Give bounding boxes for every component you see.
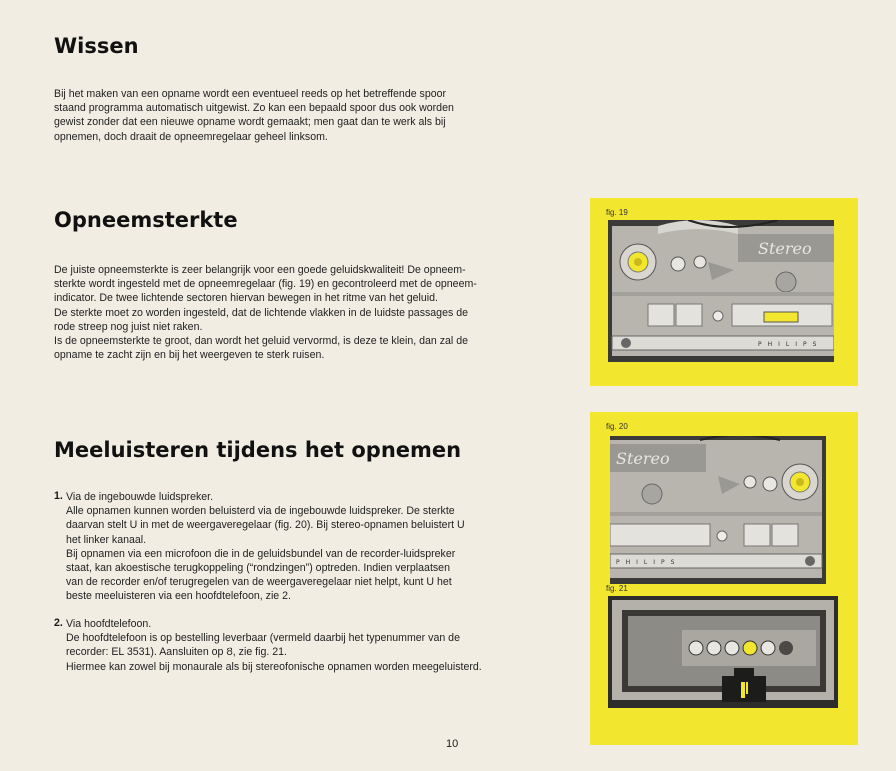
text-line: indicator. De twee lichtende sectoren hiervan bewegen in het ritme van het geluid.: [54, 292, 438, 305]
text-line: Via hoofdtelefoon.: [66, 618, 152, 630]
paragraph-wissen: [54, 87, 552, 144]
text-line: staat, kan akoestische terugkoppeling (“rondzingen”) optreden. Indien verplaatsen: [66, 562, 450, 575]
brand-label: PHILIPS: [758, 341, 823, 348]
list-number: 1.: [54, 490, 63, 502]
section-title-meeluisteren: Meeluisteren tijdens het opnemen: [54, 438, 462, 462]
section-title-opneemsterkte: Opneemsterkte: [54, 208, 238, 232]
text-line: daarvan stelt U in met de weergaveregelaar (fig. 20). Bij stereo-opnamen beluistert U: [66, 519, 465, 532]
figure-20-21-panel: [590, 412, 858, 745]
text-line: Bij opnamen via een microfoon die in de geluidsbundel van de recorder-luidspreker: [66, 547, 456, 560]
figure-19-panel: [590, 198, 858, 386]
text-line: sterkte wordt ingesteld met de opneemregelaar (fig. 19) en gecontroleerd met de opneem-: [54, 278, 477, 291]
paragraph-opneemsterkte: [54, 263, 552, 362]
page-number: 10: [446, 738, 459, 750]
text-line: recorder: EL 3531). Aansluiten op Ȣ, zie fig. 21.: [66, 646, 287, 659]
text-line: gewist zonder dat een nieuwe opname wordt gemaakt; men gaat dan te werk als bij: [54, 116, 446, 129]
figure-19-photo: [608, 220, 834, 362]
figure-19-label: fig. 19: [606, 208, 628, 217]
figure-20-photo: [610, 436, 826, 584]
brand-label: PHILIPS: [616, 559, 681, 566]
text-line: rode streep nog juist niet raken.: [54, 320, 203, 333]
text-line: De hoofdtelefoon is op bestelling leverbaar (vermeld daarbij het typenummer van de: [66, 632, 460, 645]
text-line: Bij het maken van een opname wordt een eventueel reeds op het betreffende spoor: [54, 88, 447, 100]
text-line: Alle opnamen kunnen worden beluisterd via de ingebouwde luidspreker. De sterkte: [66, 505, 455, 518]
stereo-logo: Stereo: [758, 239, 812, 258]
text-line: Hiermee kan zowel bij monaurale als bij stereofonische opnamen worden meegeluisterd.: [66, 660, 482, 673]
text-line: beste meeluisteren via een hoofdtelefoon, zie 2.: [66, 590, 291, 603]
text-line: het linker kanaal.: [66, 533, 147, 546]
text-line: De juiste opneemsterkte is zeer belangrijk voor een goede geluidskwaliteit! De opneem-: [54, 264, 466, 276]
text-line: staand programma automatisch uitgewist. Zo kan een bepaald spoor dus ook worden: [54, 102, 454, 115]
text-line: van de recorder en/of terugregelen van de weergaveregelaar niet helpt, kunt U het: [66, 576, 452, 589]
text-line: opnemen, doch draait de opneemregelaar geheel linksom.: [54, 130, 328, 143]
text-line: Via de ingebouwde luidspreker.: [66, 491, 214, 503]
list-item-1: [66, 490, 552, 604]
figure-21-label: fig. 21: [606, 584, 628, 593]
figure-20-label: fig. 20: [606, 422, 628, 431]
text-line: Is de opneemsterkte te groot, dan wordt het geluid vervormd, is deze te klein, dan zal de: [54, 335, 468, 348]
list-item-2: [66, 617, 552, 674]
figure-21-photo: [608, 596, 838, 708]
section-title-wissen: Wissen: [54, 34, 139, 58]
stereo-logo: Stereo: [616, 449, 670, 468]
list-number: 2.: [54, 617, 63, 629]
text-line: opname te zacht zijn en bij het weergeven te sterk ruisen.: [54, 349, 325, 362]
text-line: De sterkte moet zo worden ingesteld, dat de lichtende vlakken in de luidste passages de: [54, 306, 468, 319]
